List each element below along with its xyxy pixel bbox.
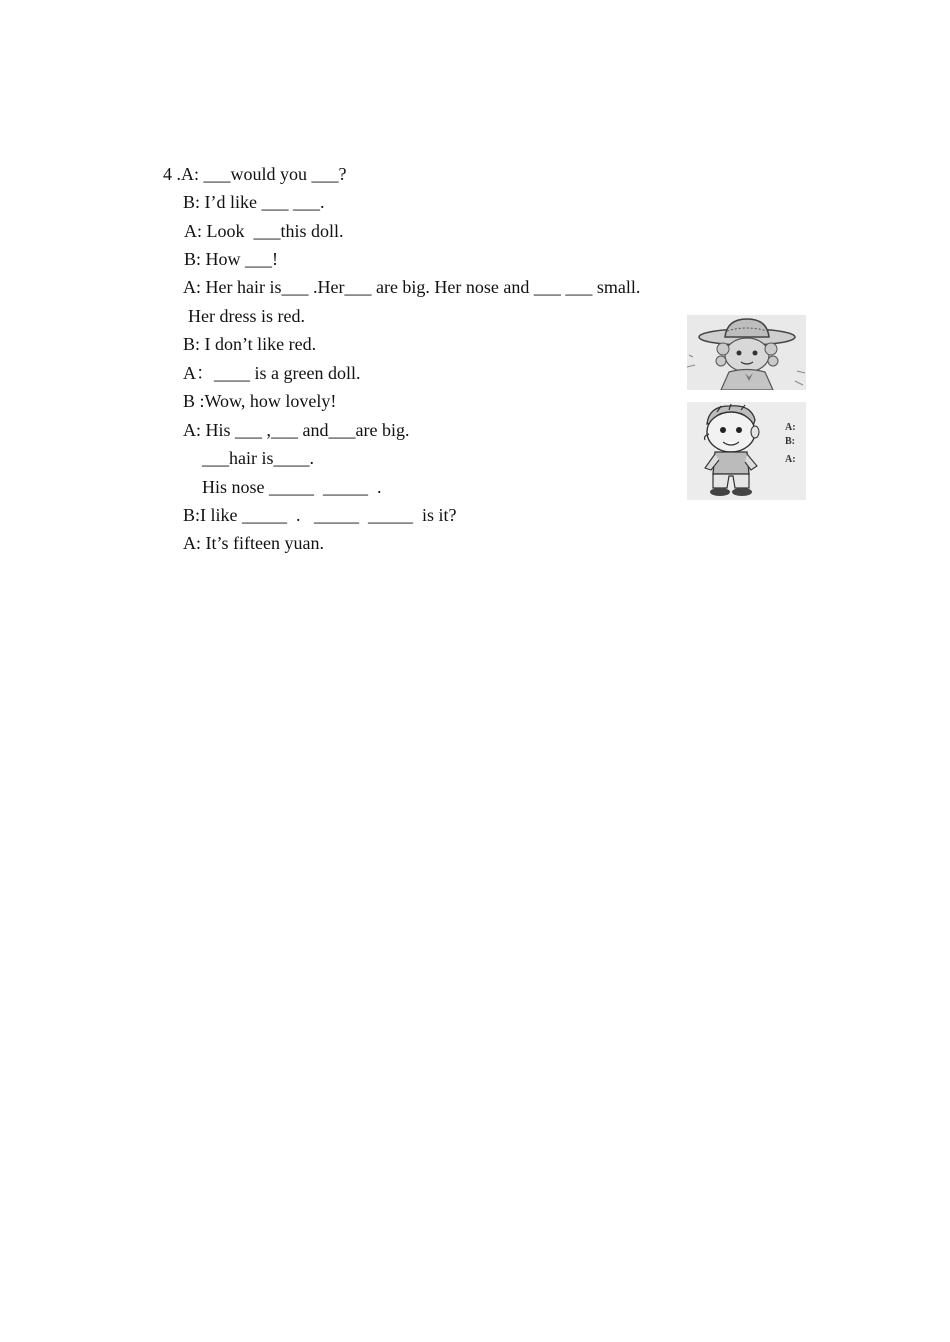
dialogue-line-5: A: Her hair is___ .Her___ are big. Her nose and ___ ___ small.	[183, 277, 641, 297]
dialogue-line-14: A: It’s fifteen yuan.	[183, 533, 324, 553]
dialogue-line-1: 4 .A: ___would you ___?	[163, 164, 347, 184]
cartoon-boy-icon	[687, 402, 806, 500]
boy-picture-letter-1: A:	[785, 422, 796, 433]
dialogue-line-2: B: I’d like ___ ___.	[183, 192, 325, 212]
boy-picture	[687, 402, 806, 500]
dialogue-line-7: B: I don’t like red.	[183, 334, 317, 354]
dialogue-line-6: Her dress is red.	[188, 306, 305, 326]
dialogue-line-12: His nose _____ _____ .	[202, 477, 382, 497]
doll-in-hat-icon	[687, 315, 806, 390]
boy-picture-letter-3: A:	[785, 454, 796, 465]
dialogue-line-13: B:I like _____ . _____ _____ is it?	[183, 505, 457, 525]
dialogue-line-9: B :Wow, how lovely!	[183, 391, 337, 411]
dialogue-line-10: A: His ___ ,___ and___are big.	[183, 420, 410, 440]
dialogue-line-4: B: How ___!	[184, 249, 278, 269]
boy-picture-letter-2: B:	[785, 436, 795, 447]
dialogue-line-3: A: Look ___this doll.	[184, 221, 344, 241]
doll-picture	[687, 315, 806, 390]
dialogue-line-11: ___hair is____.	[202, 448, 314, 468]
dialogue-line-8: A：____ is a green doll.	[183, 363, 361, 383]
